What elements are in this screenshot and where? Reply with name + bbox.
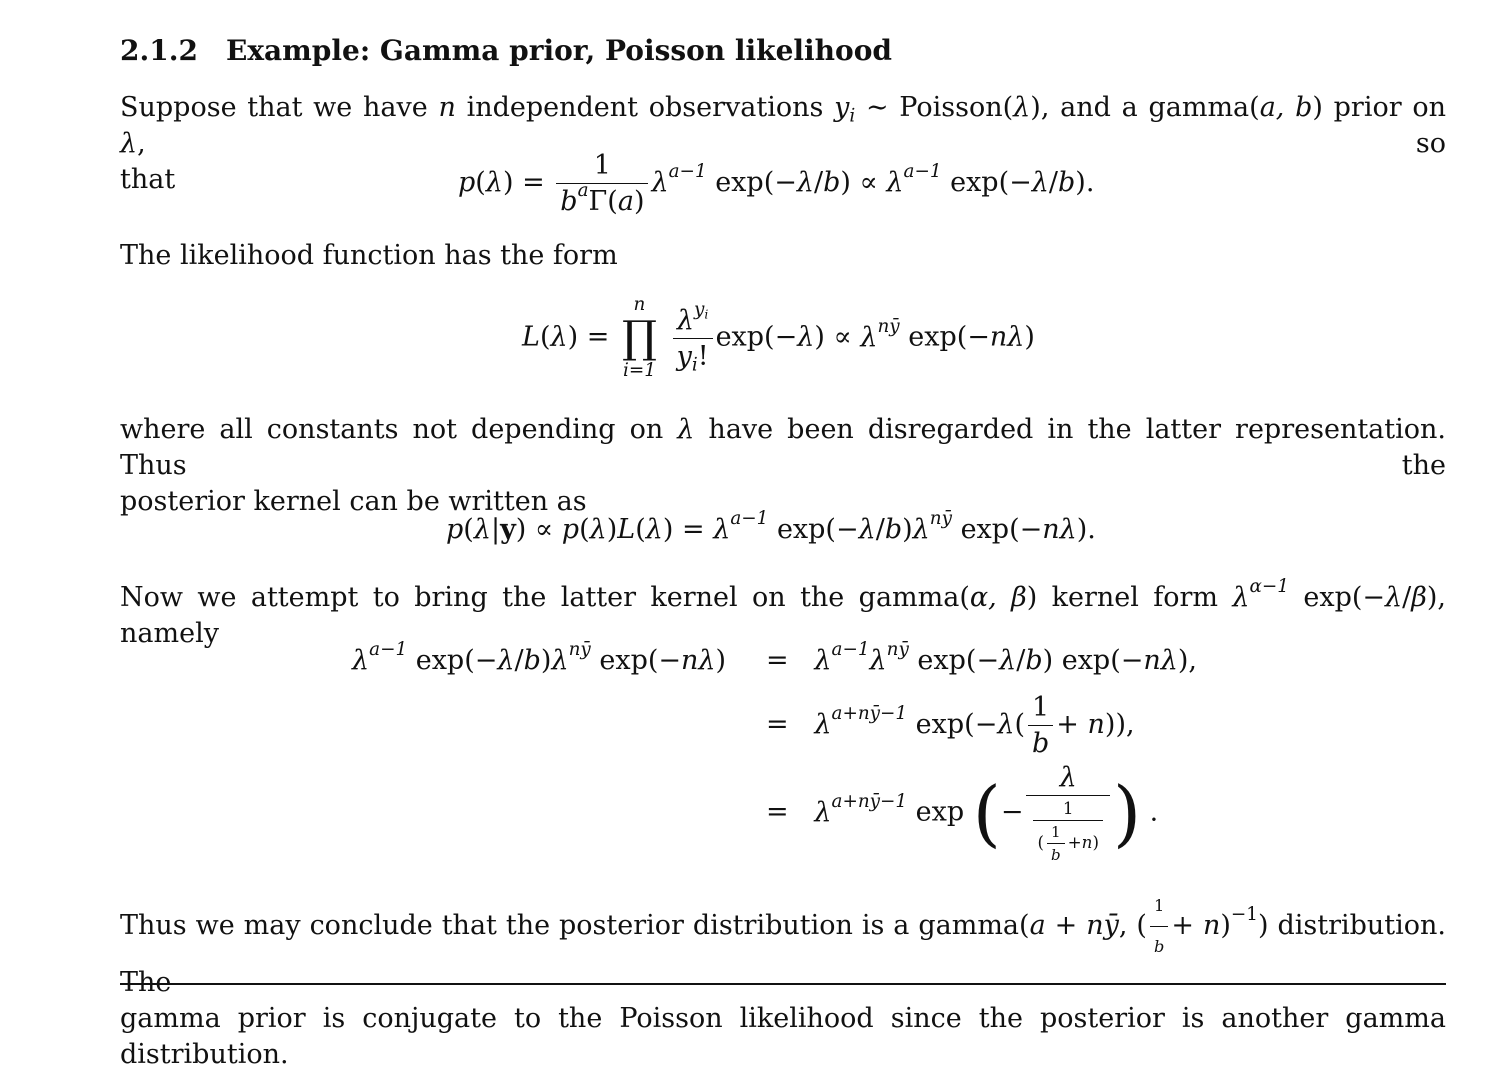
paragraph-kernel-line2: posterior kernel can be written as <box>120 486 587 517</box>
section-title: Example: Gamma prior, Poisson likelihood <box>226 34 892 67</box>
paragraph-intro-line2: that <box>120 164 176 195</box>
paragraph-kernel-line1: where all constants not depending on λ have been disregarded in the latter representation. Thus the <box>120 414 1446 481</box>
paragraph-kernel <box>120 412 1446 520</box>
equation-likelihood: L(λ) = n ∏ i=1 $\frac{\lambda^{y_i}}{y_i!}$ $\exp(-\lambda) \propto \lambda^{nȳ}$ exp(−nλ) <box>522 294 1035 381</box>
equation-prior: p(λ) = $\frac{1}{b^a\Gamma(a)}$ $\lambda^{a-1}$ $\exp(-\lambda/b) \propto \lambda^{a-1}$ exp(−λ/b). <box>458 150 1095 217</box>
fraction-scale: λ 1 ( $\frac{1}{b}$ +n) <box>1026 762 1110 864</box>
paragraph-likelihood-text: The likelihood function has the form <box>120 240 618 271</box>
align-row-1: = $\lambda^{a-1}\lambda^{nȳ}$ exp(−λ/b) exp(−nλ), <box>766 639 1198 676</box>
fraction-inverse-rate: 1 ( $\frac{1}{b}$ +n) <box>1033 798 1103 864</box>
paragraph-conclusion-line1: Thus we may conclude that the posterior distribution is a gamma(a + nȳ, ( $\frac{1}{b}$ + n)$^{-1}$) distribution. The <box>120 888 1446 1001</box>
section-heading <box>120 34 892 67</box>
fraction-normalizer: $\frac{1}{b^a\Gamma(a)}$ <box>556 150 648 217</box>
section-number: 2.1.2 <box>120 34 198 67</box>
fraction-one-over-b: $\frac{1}{b}$ <box>1028 692 1053 759</box>
paragraph-conclusion <box>120 888 1446 1073</box>
paragraph-gamma-form <box>120 576 1446 652</box>
paragraph-intro-line1: Suppose that we have n independent observations $y_i$ ∼ Poisson(λ), and a gamma(a, b) prior on λ, so <box>120 92 1447 159</box>
equation-posterior: $p(\lambda|y) \propto p(\lambda)L(\lambda) = \lambda^{a-1}$ $\exp(-\lambda/b)\lambda^{nȳ}$ exp(−nλ). <box>446 508 1096 545</box>
align-row-2: = $\lambda^{a+nȳ-1}$ exp(−λ( $\frac{1}{b}$ + n)), <box>766 692 1135 759</box>
align-lhs: $\lambda^{a-1}$ $\exp(-\lambda/b)\lambda^{nȳ}$ exp(−nλ) <box>352 639 727 676</box>
bottom-rule <box>120 983 1446 985</box>
product-operator: n ∏ i=1 <box>621 294 657 381</box>
fraction-likelihood-term: $\frac{\lambda^{y_i}}{y_i!}$ <box>673 305 713 372</box>
paragraph-gamma-form-line: Now we attempt to bring the latter kernel on the gamma(α, β) kernel form $\lambda^{\alpha-1}$ exp(−λ/β), namely <box>120 576 1446 649</box>
align-row-3: = $\lambda^{a+nȳ-1}$ exp (− λ 1 ( $\frac{1}{b}$ +n) ) . <box>766 762 1159 864</box>
paragraph-conclusion-line2: gamma prior is conjugate to the Poisson likelihood since the posterior is another gamma distribution. <box>120 1003 1446 1070</box>
paragraph-likelihood-intro <box>120 238 1446 274</box>
